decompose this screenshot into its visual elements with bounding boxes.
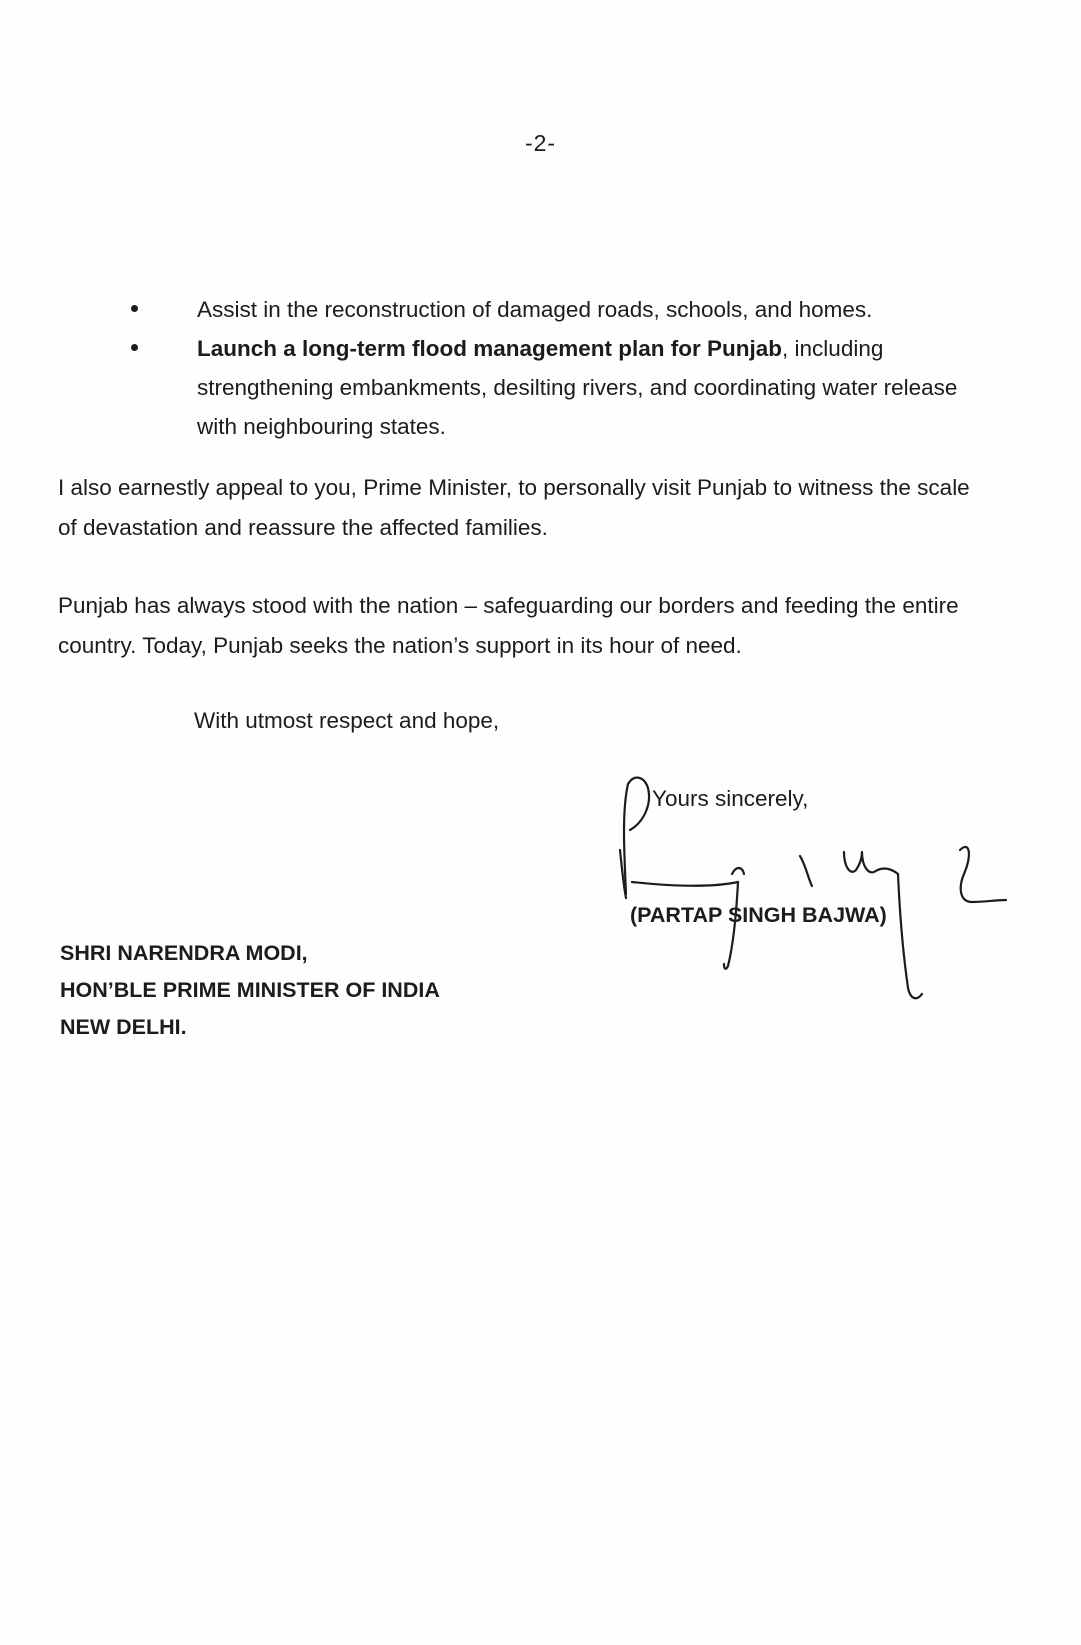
page-number: -2-: [524, 130, 557, 156]
list-item: [115, 329, 975, 446]
recipient-title: HON’BLE PRIME MINISTER OF INDIA: [60, 978, 440, 1002]
sender-name: (PARTAP SINGH BAJWA): [630, 903, 887, 927]
bullet-bold-lead: Launch a long-term flood management plan for Punjab: [197, 336, 783, 361]
bullet-icon: [131, 344, 138, 351]
recipient-block: [60, 935, 440, 1046]
recipient-name: SHRI NARENDRA MODI,: [60, 941, 308, 965]
request-list: [115, 290, 975, 446]
list-item: [115, 290, 975, 329]
bullet-text: Assist in the reconstruction of damaged roads, schools, and homes.: [197, 297, 873, 322]
sign-off: Yours sincerely,: [652, 786, 809, 811]
recipient-location: NEW DELHI.: [60, 1015, 187, 1039]
bullet-text: , including strengthening embankments, desilting rivers, and coordinating water release with neighbouring states.: [197, 336, 958, 439]
closing-line: With utmost respect and hope,: [194, 708, 500, 733]
bullet-icon: [131, 305, 138, 312]
appeal-paragraph: I also earnestly appeal to you, Prime Minister, to personally visit Punjab to witness the scale of devastation and reassure the affected families.: [58, 475, 970, 540]
support-paragraph: Punjab has always stood with the nation – safeguarding our borders and feeding the entire country. Today, Punjab seeks the nation’s support in its hour of need.: [58, 593, 959, 658]
